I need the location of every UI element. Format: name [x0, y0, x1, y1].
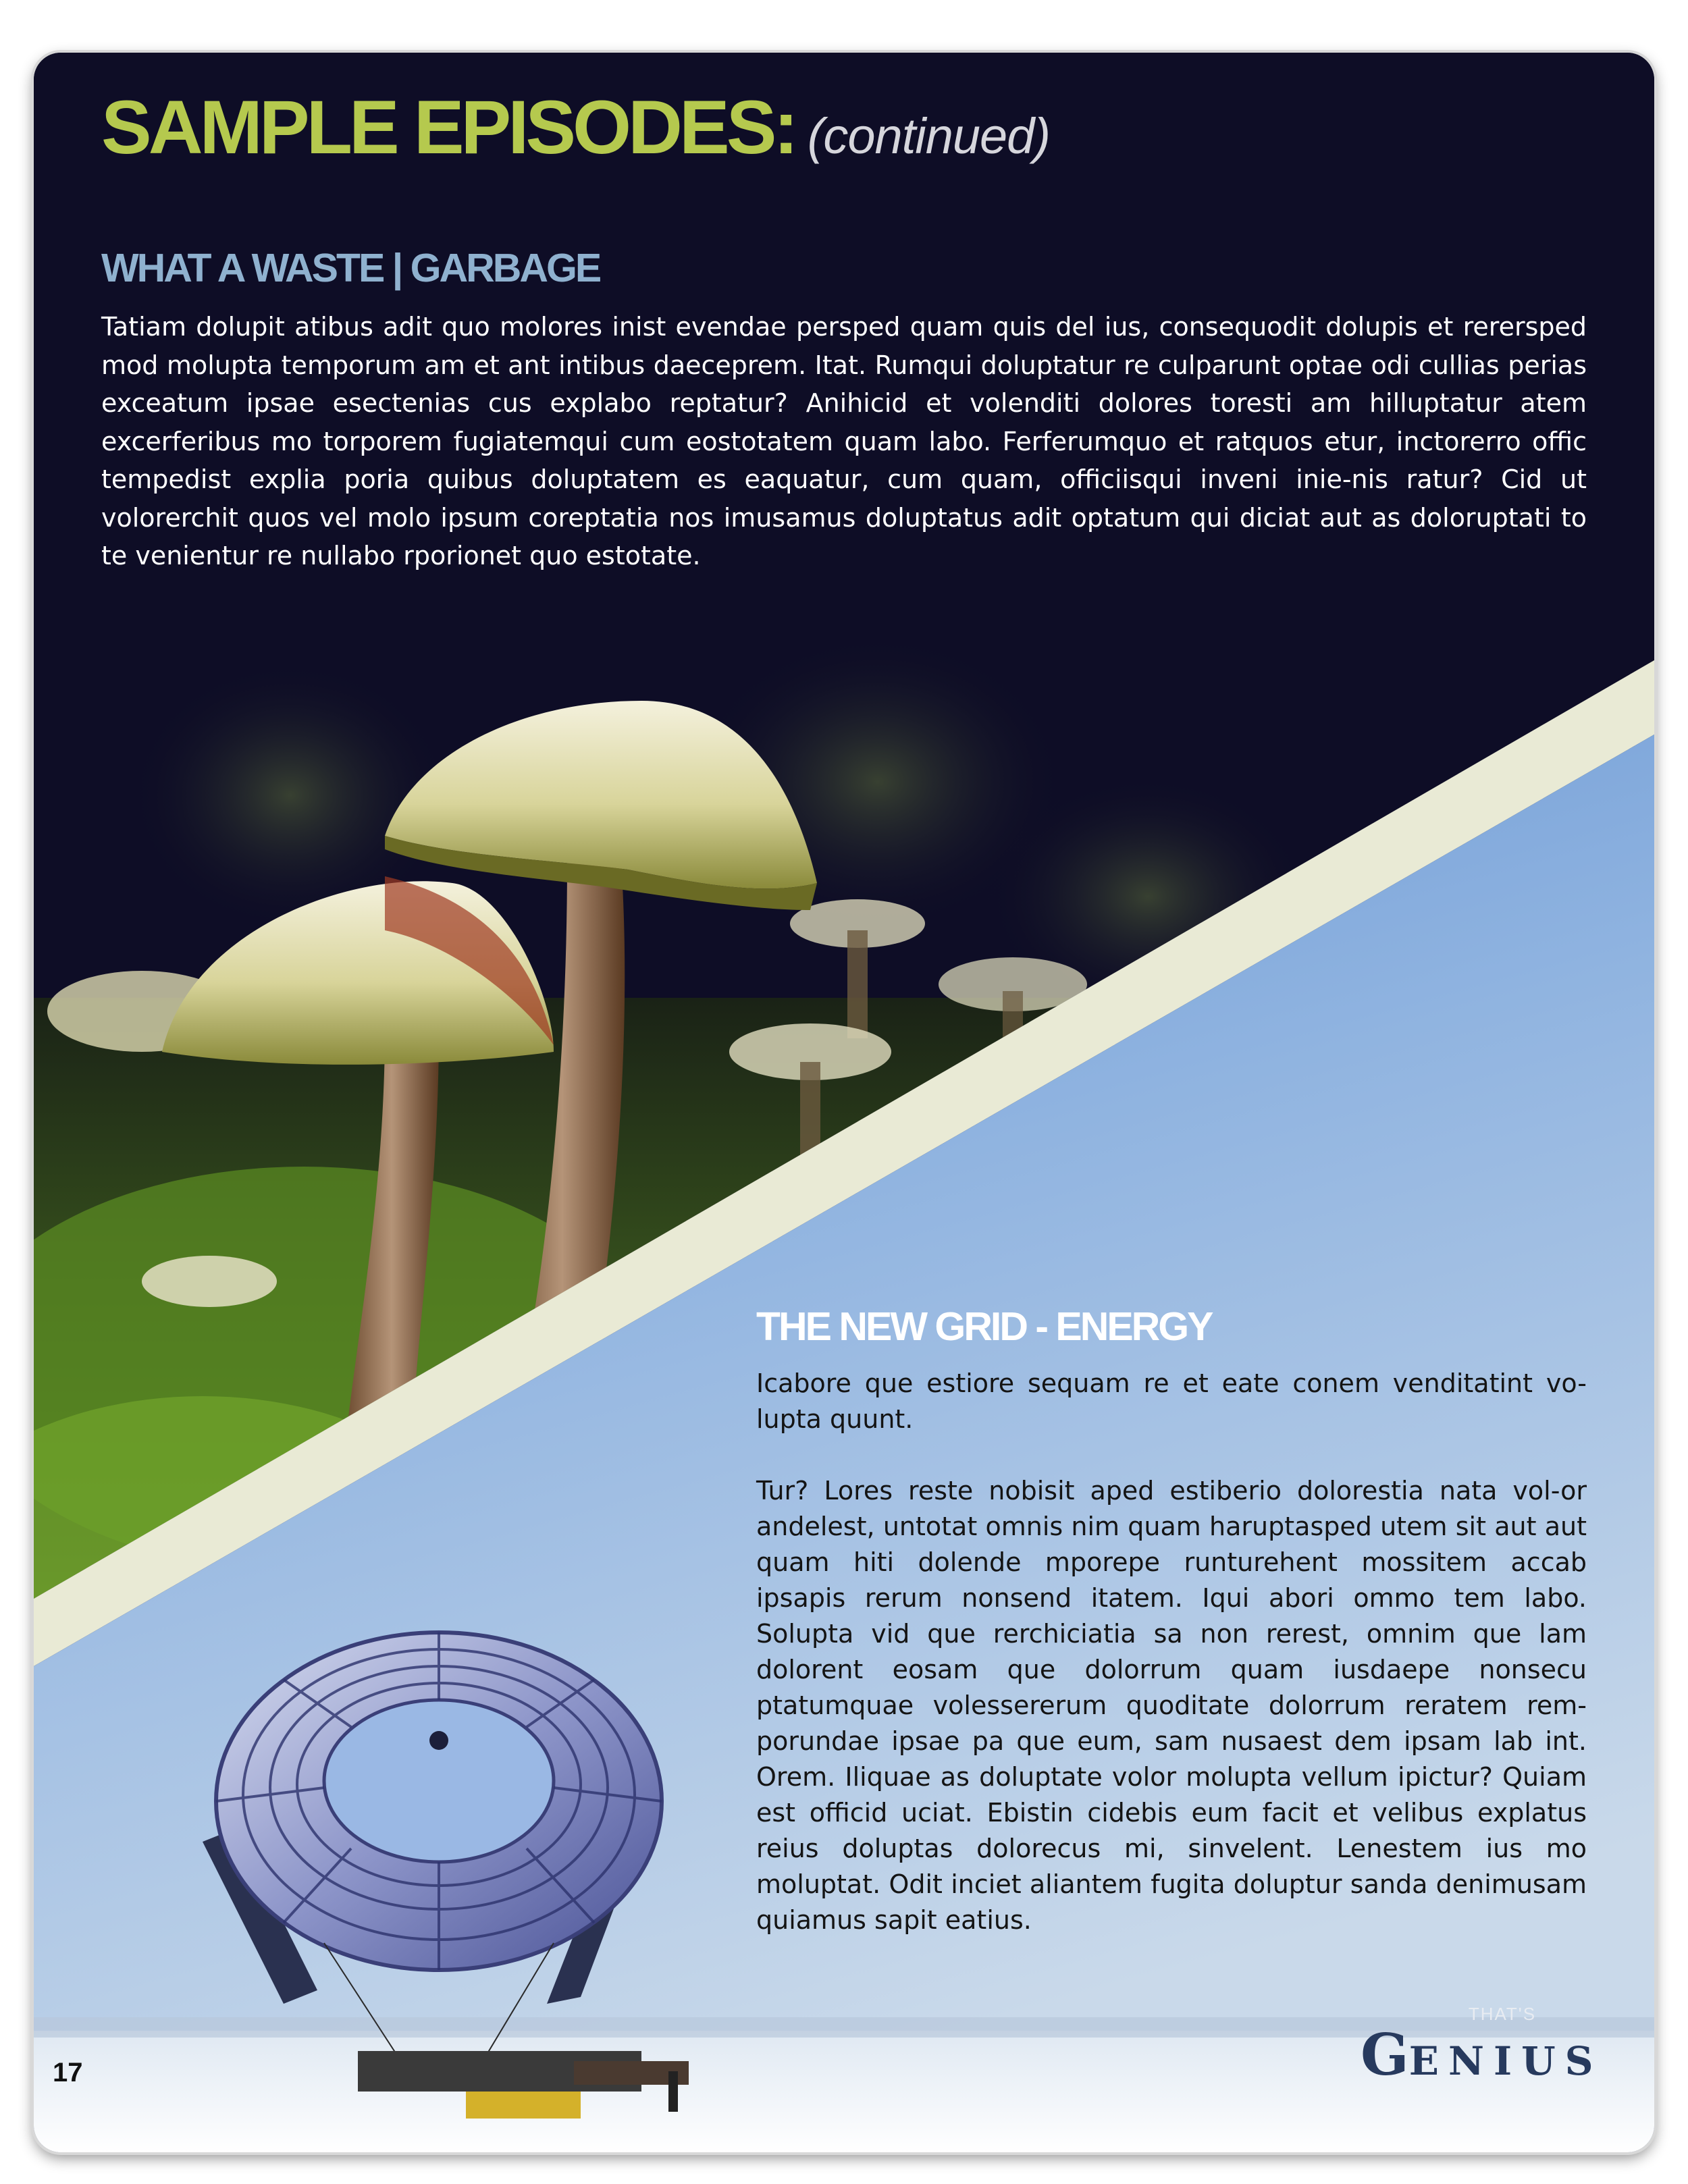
page-number: 17	[53, 2058, 83, 2087]
page-frame	[34, 53, 1654, 2152]
energy-paragraph-2: Tur? Lores reste nobisit aped estiberio dolorestia nata vol-or andelest, untotat omnis nim quam haruptasped utem sit aut aut quam hiti dolende mporepe runturehent mossitem accab ipsapis rerum nonsend itatem. Iqui abori ommo tem labo. Solupta vid que rerchiciatia sa non rerest, omnim que lam dolorent eosam que dolorrum quam iusdaepe nonsecu ptatumquae volessererum quoditate dolorrum reratem rem-porundae ipsae pa que eum, sam nusaest dem ipsam lab int. Orem. Iliquae as doluptate volor molupta vellum ipictur? Quiam est officid uciat. Ebistin cidebis eum facit et velibus explatus reius doluptas dolorecus mi, sinvelent. Lenestem ius mo moluptat. Odit inciet aliantem fugita doluptur sanda denimusam quiamus sapit eatius.	[756, 1476, 1587, 1935]
logo-main-text	[1361, 2021, 1603, 2088]
section-body-energy	[756, 1366, 1587, 1974]
page-subtitle: (continued)	[807, 108, 1050, 164]
thats-genius-logo	[1361, 2004, 1604, 2088]
page-title: SAMPLE EPISODES:	[101, 85, 795, 169]
logo-rest: ENIUS	[1408, 2038, 1603, 2084]
section-title-energy: THE NEW GRID - ENERGY	[756, 1304, 1212, 1349]
section-title-garbage: WHAT A WASTE | GARBAGE	[101, 246, 600, 290]
logo-initial: G	[1361, 2021, 1409, 2088]
section-body-garbage: Tatiam dolupit atibus adit quo molores inist evendae persped quam quis del ius, consequodit dolupis et rerersped mod molupta temporum am et ant intibus daeceprem. Itat. Rumqui doluptatur re culparunt optae odi cullias perias exceatum ipsae esectenias cus explabo reptatur? Anihicid et volenditi dolores toresti am hilluptatur atem excerferibus mo torporem fugiatemqui cum eostotatem quam labo. Ferferumquo et ratquos etur, inctorerro offic tempedist explia poria quibus doluptatem es eaquatur, cum quam, officiisqui inveni inie-nis ratur? Cid ut volorerchit quos vel molo ipsum coreptatia nos imusamus doluptatus adit optatum qui diciat aut as doloruptati to te venientur re nullabo rporionet quo estotate.	[101, 312, 1587, 570]
logo-small-text: THAT'S	[1468, 2004, 1537, 2024]
page-heading	[101, 85, 1050, 169]
energy-paragraph-1: Icabore que estiore sequam re et eate conem venditatint vo-lupta quunt.	[756, 1368, 1587, 1434]
